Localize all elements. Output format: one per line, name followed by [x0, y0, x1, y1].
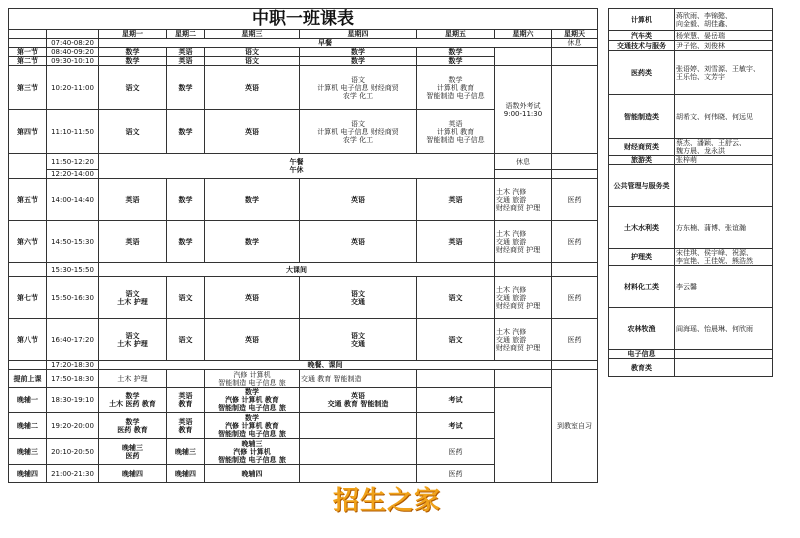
cell-sun: 休息 [552, 39, 598, 48]
row-label: 第七节 [9, 277, 47, 319]
cell-fri: 英语 [417, 179, 495, 221]
header-tue: 星期二 [167, 30, 205, 39]
header-empty [47, 30, 99, 39]
row-time: 14:00-14:40 [47, 179, 99, 221]
major-teachers: 蒋欣雨、李锦懿、 向金毅、胡佳鑫、 [675, 9, 773, 31]
cell-fri: 英语 计算机 教育 智能制造 电子信息 [417, 110, 495, 154]
cell-sat-exam: 语数外考试 9:00-11:30 [495, 66, 552, 154]
cell-fri: 数学 计算机 教育 智能制造 电子信息 [417, 66, 495, 110]
cell-fri: 英语 [417, 221, 495, 263]
row-time: 14:50-15:30 [47, 221, 99, 263]
cell-wed: 英语 [205, 277, 300, 319]
cell-mon: 语文 [99, 66, 167, 110]
row-label: 第三节 [9, 66, 47, 110]
major-teachers: 阎海瑶、怡晨琳、何欣雨 [675, 308, 773, 350]
cell-wed: 数学 [205, 179, 300, 221]
dinner-cell: 晚餐、课间 [99, 361, 552, 370]
cell-wed: 晚辅四 [205, 465, 300, 483]
cell-sun: 医药 [552, 277, 598, 319]
cell-tue: 数学 [167, 66, 205, 110]
row-time: 07:40-08:20 [47, 39, 99, 48]
cell-tue: 数学 [167, 179, 205, 221]
major-teachers: 张语婷、刘雪源、王敏宇、 王乐怡、文芳宇 [675, 51, 773, 95]
row-label [9, 154, 47, 179]
cell-mon: 晚辅四 [99, 465, 167, 483]
row-label: 第六节 [9, 221, 47, 263]
row-label: 第二节 [9, 57, 47, 66]
major-teachers: 尹子铭、刘俊林 [675, 41, 773, 51]
cell-fri: 数学 [417, 48, 495, 57]
row-label: 第八节 [9, 319, 47, 361]
cell-sun [552, 361, 598, 370]
lunch-cell: 午餐 午休 [99, 154, 495, 179]
cell-tue: 数学 [167, 110, 205, 154]
major-name: 农林牧渔 [609, 308, 675, 350]
cell-mon: 数学 [99, 48, 167, 57]
major-name: 交通技术与服务 [609, 41, 675, 51]
header-fri: 星期五 [417, 30, 495, 39]
header-sat: 星期六 [495, 30, 552, 39]
cell-fri: 医药 [417, 465, 495, 483]
row-time: 12:20-14:00 [47, 170, 99, 179]
cell-mon: 土木 护理 [99, 370, 167, 388]
row-time: 15:50-16:30 [47, 277, 99, 319]
cell-mon: 数学 医药 教育 [99, 413, 167, 439]
cell-thu: 语文 计算机 电子信息 财经商贸 农学 化工 [300, 110, 417, 154]
page-title: 中职一班课表 [9, 9, 598, 30]
cell-tue [167, 370, 205, 388]
row-label: 晚辅二 [9, 413, 47, 439]
row-label: 第四节 [9, 110, 47, 154]
cell-mon: 英语 [99, 179, 167, 221]
major-name: 旅游类 [609, 156, 675, 165]
major-teachers: 胡希文、何伟晓、何远见 [675, 95, 773, 139]
row-label: 第五节 [9, 179, 47, 221]
row-label [9, 39, 47, 48]
cell-thu: 数学 [300, 57, 417, 66]
cell-tue: 英语 [167, 57, 205, 66]
cell-fri: 语文 [417, 277, 495, 319]
row-time: 19:20-20:00 [47, 413, 99, 439]
major-teachers: 张梓萌 [675, 156, 773, 165]
major-teachers: 李云馨 [675, 266, 773, 308]
row-label: 提前上课 [9, 370, 47, 388]
major-name: 电子信息 [609, 350, 675, 359]
cell-wed: 语文 [205, 57, 300, 66]
cell-tue: 晚辅三 [167, 439, 205, 465]
cell-wed: 数学 [205, 221, 300, 263]
cell-thu: 语文 计算机 电子信息 财经商贸 农学 化工 [300, 66, 417, 110]
cell-wed: 英语 [205, 319, 300, 361]
major-name: 公共管理与服务类 [609, 165, 675, 207]
row-label: 晚辅一 [9, 388, 47, 413]
cell-sun [552, 170, 598, 179]
cell-sun-self-study: 到教室自习 [552, 370, 598, 483]
cell-wed: 英语 [205, 110, 300, 154]
cell-fri: 语文 [417, 319, 495, 361]
header-mon: 星期一 [99, 30, 167, 39]
row-time: 16:40-17:20 [47, 319, 99, 361]
cell-sat: 土木 汽修 交通 旅游 财经商贸 护理 [495, 277, 552, 319]
cell-sat [495, 170, 552, 179]
row-time: 18:30-19:10 [47, 388, 99, 413]
cell-mon: 晚辅三 医药 [99, 439, 167, 465]
cell-fri [417, 370, 495, 388]
cell-thu: 交通 教育 智能制造 [300, 370, 417, 388]
cell-mon: 数学 [99, 57, 167, 66]
major-name: 材料化工类 [609, 266, 675, 308]
cell-tue: 英语 教育 [167, 388, 205, 413]
row-time: 17:50-18:30 [47, 370, 99, 388]
cell-sun: 医药 [552, 319, 598, 361]
cell-sun [552, 154, 598, 170]
cell-wed: 数学 汽修 计算机 教育 智能制造 电子信息 旅 [205, 413, 300, 439]
cell-tue: 语文 [167, 277, 205, 319]
cell-mon: 英语 [99, 221, 167, 263]
cell-thu [300, 439, 417, 465]
row-time: 11:50-12:20 [47, 154, 99, 170]
major-teachers [675, 165, 773, 207]
header-empty [9, 30, 47, 39]
cell-sun [552, 263, 598, 277]
cell-wed: 晚辅三 汽修 计算机 智能制造 电子信息 旅 [205, 439, 300, 465]
cell-thu: 英语 交通 教育 智能制造 [300, 388, 417, 413]
cell-sat [495, 370, 552, 388]
cell-tue: 语文 [167, 319, 205, 361]
header-thu: 星期四 [300, 30, 417, 39]
cell-sat: 土木 汽修 交通 旅游 财经商贸 护理 [495, 221, 552, 263]
row-time: 09:30-10:10 [47, 57, 99, 66]
cell-mon: 数学 土木 医药 教育 [99, 388, 167, 413]
major-teachers: 杨荣慧、晏岳瑞 [675, 31, 773, 41]
cell-sun: 医药 [552, 221, 598, 263]
major-teachers: 蔡杰、潘颖、王舒云、 魏方晨、龙永洪 [675, 139, 773, 156]
cell-sun [552, 48, 598, 66]
header-sun: 星期天 [552, 30, 598, 39]
row-label: 晚辅三 [9, 439, 47, 465]
major-teacher-table [608, 8, 773, 377]
row-time: 20:10-20:50 [47, 439, 99, 465]
cell-mon: 语文 土木 护理 [99, 319, 167, 361]
cell-sat: 土木 汽修 交通 旅游 财经商贸 护理 [495, 179, 552, 221]
cell-sat [495, 48, 552, 66]
major-name: 教育类 [609, 359, 675, 377]
cell-fri: 医药 [417, 439, 495, 465]
cell-thu: 语文 交通 [300, 277, 417, 319]
cell-fri: 数学 [417, 57, 495, 66]
cell-thu: 英语 [300, 221, 417, 263]
cell-wed: 语文 [205, 48, 300, 57]
cell-tue: 数学 [167, 221, 205, 263]
cell-sat [495, 263, 552, 277]
cell-thu: 数学 [300, 48, 417, 57]
cell-sat [495, 388, 552, 483]
cell-thu [300, 413, 417, 439]
row-time: 10:20-11:00 [47, 66, 99, 110]
cell-wed: 数学 汽修 计算机 教育 智能制造 电子信息 旅 [205, 388, 300, 413]
major-name: 土木水利类 [609, 207, 675, 249]
cell-tue: 英语 [167, 48, 205, 57]
row-label [9, 263, 47, 277]
cell-sat: 休息 [495, 154, 552, 170]
cell-thu: 语文 交通 [300, 319, 417, 361]
cell-sun: 医药 [552, 179, 598, 221]
cell-thu: 英语 [300, 179, 417, 221]
major-name: 财经商贸类 [609, 139, 675, 156]
break-cell: 大课间 [99, 263, 495, 277]
row-time: 08:40-09:20 [47, 48, 99, 57]
cell-tue: 晚辅四 [167, 465, 205, 483]
major-name: 护理类 [609, 249, 675, 266]
row-label [9, 361, 47, 370]
row-time: 21:00-21:30 [47, 465, 99, 483]
major-name: 汽车类 [609, 31, 675, 41]
row-time: 17:20-18:30 [47, 361, 99, 370]
breakfast-cell: 早餐 [99, 39, 552, 48]
cell-wed: 汽修 计算机 智能制造 电子信息 旅 [205, 370, 300, 388]
cell-wed: 英语 [205, 66, 300, 110]
cell-sun [552, 66, 598, 154]
row-label: 第一节 [9, 48, 47, 57]
major-teachers [675, 350, 773, 359]
header-wed: 星期三 [205, 30, 300, 39]
row-label: 晚辅四 [9, 465, 47, 483]
row-time: 15:30-15:50 [47, 263, 99, 277]
cell-mon: 语文 [99, 110, 167, 154]
major-name: 智能制造类 [609, 95, 675, 139]
cell-tue: 英语 教育 [167, 413, 205, 439]
cell-fri: 考试 [417, 413, 495, 439]
major-teachers [675, 359, 773, 377]
major-name: 医药类 [609, 51, 675, 95]
cell-mon: 语文 土木 护理 [99, 277, 167, 319]
timetable [8, 8, 598, 483]
cell-fri: 考试 [417, 388, 495, 413]
watermark-logo: 招生之家 [333, 486, 442, 516]
row-time: 11:10-11:50 [47, 110, 99, 154]
cell-sat: 土木 汽修 交通 旅游 财经商贸 护理 [495, 319, 552, 361]
major-teachers: 宋佳琪、侯宇峰、祝源、 李宜艳、王佳妮、熊浩然 [675, 249, 773, 266]
major-teachers: 方东楠、蒲博、张谊瀚 [675, 207, 773, 249]
major-name: 计算机 [609, 9, 675, 31]
